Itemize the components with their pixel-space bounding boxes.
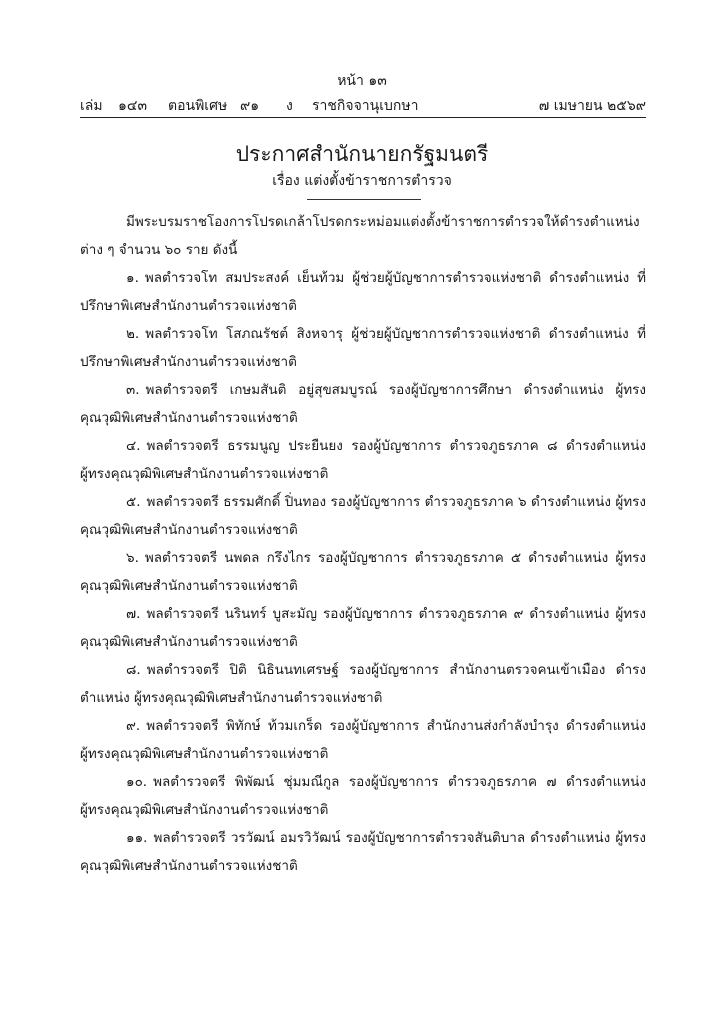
intro-paragraph: มีพระบรมราชโองการโปรดเกล้าโปรดกระหม่อมแต่งตั้งข้าราชการตำรวจให้ดำรงตำแหน่งต่าง ๆ จำนวน ๖๐ ราย ดังนี้ <box>80 214 640 258</box>
document-title: ประกาศสำนักนายกรัฐมนตรี <box>235 142 489 166</box>
document-body <box>80 208 646 880</box>
section-number: ๙๑ <box>240 98 260 114</box>
list-item: ๑๐. พลตำรวจตรี พิพัฒน์ ชุ่มมณีกูล รองผู้บัญชาการ ตำรวจภูธรภาค ๗ ดำรงตำแหน่ง ผู้ทรงคุณวุฒิพิเศษสำนักงานตำรวจแห่งชาติ <box>80 774 646 818</box>
section-label: ตอนพิเศษ <box>168 98 228 114</box>
list-item: ๗. พลตำรวจตรี นรินทร์ บูสะมัญ รองผู้บัญชาการ ตำรวจภูธรภาค ๙ ดำรงตำแหน่ง ผู้ทรงคุณวุฒิพิเศษสำนักงานตำรวจแห่งชาติ <box>80 606 646 650</box>
list-item: ๘. พลตำรวจตรี ปิติ นิธินนทเศรษฐ์ รองผู้บัญชาการ สำนักงานตรวจคนเข้าเมือง ดำรงตำแหน่ง ผู้ทรงคุณวุฒิพิเศษสำนักงานตำรวจแห่งชาติ <box>80 662 646 706</box>
page-number: หน้า ๑๓ <box>337 73 387 89</box>
section-letter: ง <box>286 98 293 114</box>
list-item: ๕. พลตำรวจตรี ธรรมศักดิ์ ปิ่นทอง รองผู้บัญชาการ ตำรวจภูธรภาค ๖ ดำรงตำแหน่ง ผู้ทรงคุณวุฒิพิเศษสำนักงานตำรวจแห่งชาติ <box>80 494 646 538</box>
publication-date: ๗ เมษายน ๒๕๖๙ <box>538 98 646 114</box>
list-item: ๖. พลตำรวจตรี นพดล กรึงไกร รองผู้บัญชาการ ตำรวจภูธรภาค ๕ ดำรงตำแหน่ง ผู้ทรงคุณวุฒิพิเศษสำนักงานตำรวจแห่งชาติ <box>80 550 646 594</box>
list-item: ๑. พลตำรวจโท สมประสงค์ เย็นท้วม ผู้ช่วยผู้บัญชาการตำรวจแห่งชาติ ดำรงตำแหน่ง ที่ปรึกษาพิเศษสำนักงานตำรวจแห่งชาติ <box>80 270 646 314</box>
volume-label: เล่ม <box>80 98 103 114</box>
title-divider <box>307 199 421 200</box>
volume-number: ๑๔๓ <box>118 98 148 114</box>
document-subtitle: เรื่อง แต่งตั้งข้าราชการตำรวจ <box>272 173 452 189</box>
gazette-header <box>80 93 646 118</box>
gazette-name: ราชกิจจานุเบกษา <box>312 98 419 114</box>
list-item: ๙. พลตำรวจตรี พิทักษ์ ท้วมเกร็ด รองผู้บัญชาการ สำนักงานส่งกำลังบำรุง ดำรงตำแหน่ง ผู้ทรงคุณวุฒิพิเศษสำนักงานตำรวจแห่งชาติ <box>80 718 646 762</box>
list-item: ๔. พลตำรวจตรี ธรรมนูญ ประยืนยง รองผู้บัญชาการ ตำรวจภูธรภาค ๘ ดำรงตำแหน่ง ผู้ทรงคุณวุฒิพิเศษสำนักงานตำรวจแห่งชาติ <box>80 438 646 482</box>
list-item: ๓. พลตำรวจตรี เกษมสันติ อยู่สุขสมบูรณ์ รองผู้บัญชาการศึกษา ดำรงตำแหน่ง ผู้ทรงคุณวุฒิพิเศษสำนักงานตำรวจแห่งชาติ <box>80 382 646 426</box>
list-item: ๒. พลตำรวจโท โสภณรัชต์ สิงหจารุ ผู้ช่วยผู้บัญชาการตำรวจแห่งชาติ ดำรงตำแหน่ง ที่ปรึกษาพิเศษสำนักงานตำรวจแห่งชาติ <box>80 326 646 370</box>
list-item: ๑๑. พลตำรวจตรี วรวัฒน์ อมรวิวัฒน์ รองผู้บัญชาการตำรวจสันติบาล ดำรงตำแหน่ง ผู้ทรงคุณวุฒิพิเศษสำนักงานตำรวจแห่งชาติ <box>80 830 646 874</box>
